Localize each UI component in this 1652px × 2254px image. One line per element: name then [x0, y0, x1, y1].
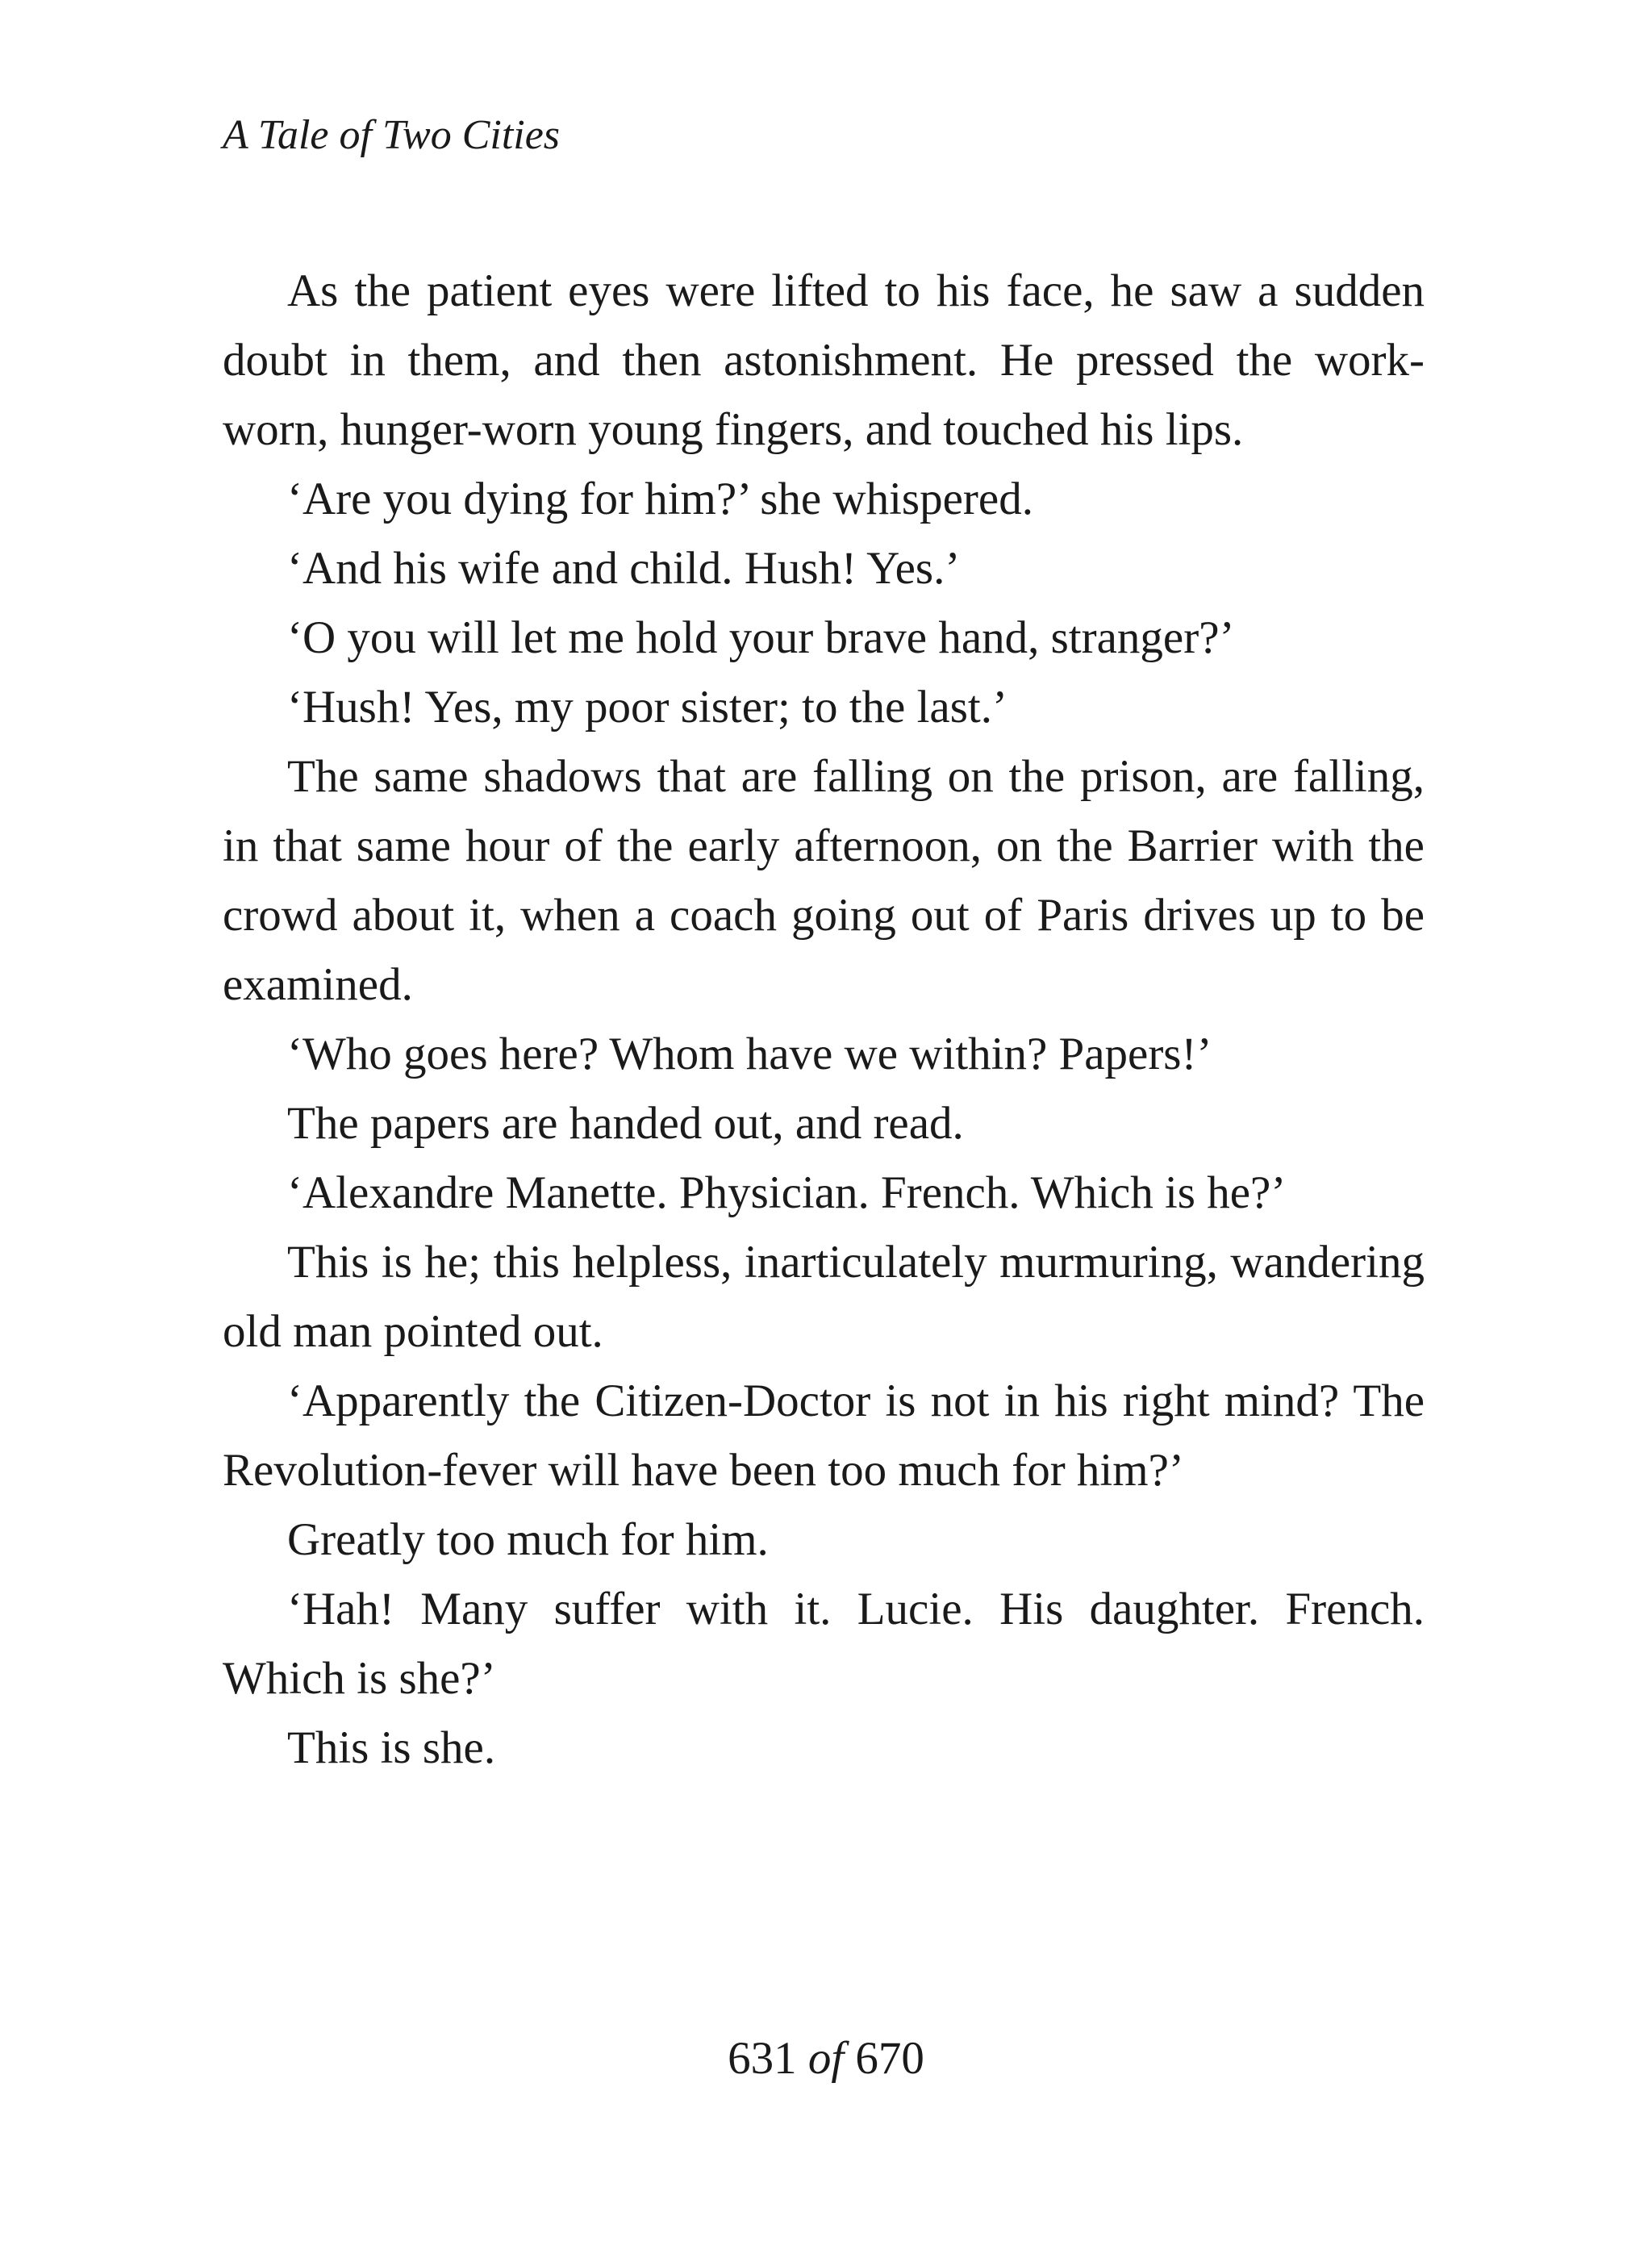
body-text [223, 257, 1425, 1783]
current-page-number: 631 [728, 2033, 797, 2084]
total-pages-number: 670 [855, 2033, 924, 2084]
paragraph: ‘Who goes here? Whom have we within? Papers!’ [287, 1029, 1212, 1079]
paragraph: ‘Apparently the Citizen-Doctor is not in his right mind? The Revolution-fever will have been too much for him?’ [223, 1375, 1425, 1496]
paragraph: This is she. [287, 1722, 496, 1773]
paragraph: The same shadows that are falling on the prison, are falling, in that same hour of the early afternoon, on the Barrier with the crowd about it, when a coach going out of Paris drives up to be examined. [223, 751, 1425, 1010]
paragraph: ‘Are you dying for him?’ she whispered. [287, 474, 1033, 524]
paragraph: ‘Hah! Many suffer with it. Lucie. His daughter. French. Which is she?’ [223, 1584, 1425, 1704]
paragraph: ‘Hush! Yes, my poor sister; to the last.’ [287, 682, 1007, 733]
paragraph: As the patient eyes were lifted to his face, he saw a sudden doubt in them, and then astonishment. He pressed the work-worn, hunger-worn young fingers, and touched his lips. [223, 265, 1425, 455]
running-head: A Tale of Two Cities [223, 112, 561, 158]
paragraph: ‘O you will let me hold your brave hand, stranger?’ [287, 612, 1235, 663]
paragraph: ‘Alexandre Manette. Physician. French. Which is he?’ [287, 1167, 1287, 1218]
page-of-label: of [807, 2033, 845, 2084]
paragraph: ‘And his wife and child. Hush! Yes.’ [287, 543, 961, 594]
page-number [0, 2027, 1652, 2091]
paragraph: The papers are handed out, and read. [287, 1098, 964, 1149]
paragraph: Greatly too much for him. [287, 1514, 769, 1565]
paragraph: This is he; this helpless, inarticulately murmuring, wandering old man pointed out. [223, 1237, 1425, 1357]
